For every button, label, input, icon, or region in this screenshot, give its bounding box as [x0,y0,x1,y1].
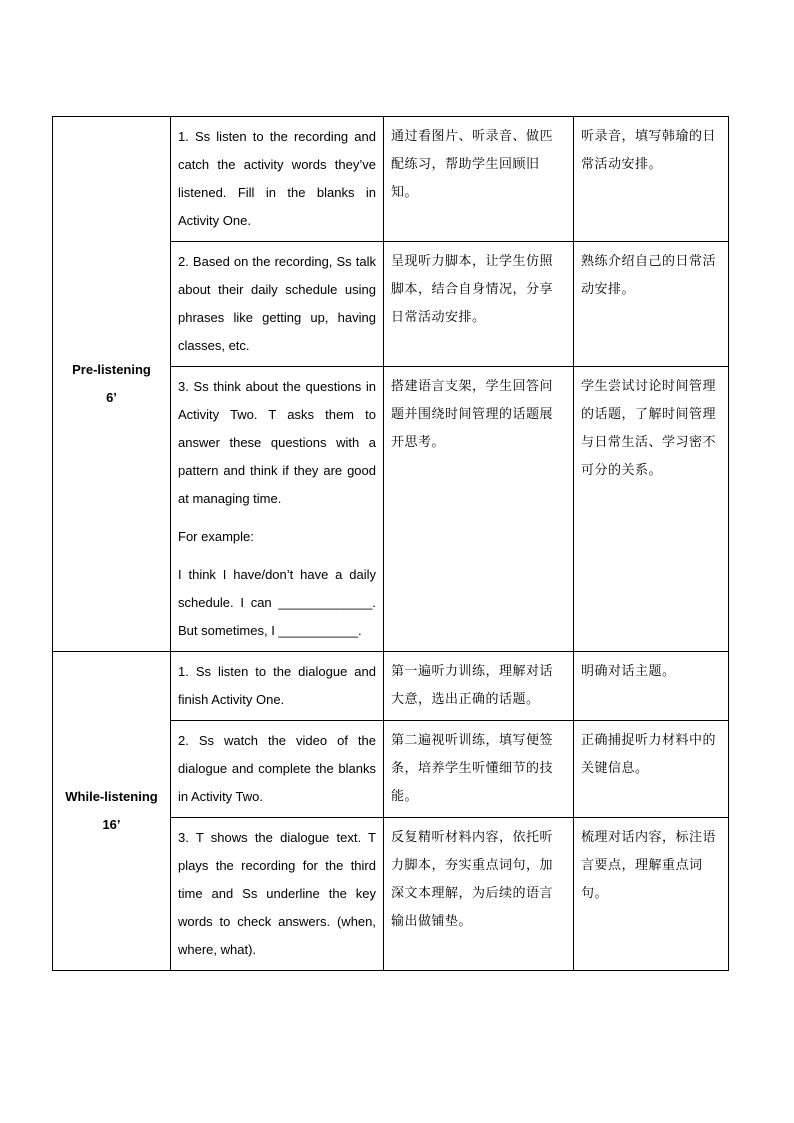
stage-cell-pre-listening [53,117,171,652]
stage-time: 16’ [102,817,121,832]
outcome-cell: 梳理对话内容，标注语言要点，理解重点词句。 [574,818,729,971]
activity-cell [171,117,384,242]
lesson-plan-table [52,116,729,971]
activity-text: 3. Ss think about the questions in Activity Two. T asks them to answer these questions with a pattern and think if they are good at managing time. [178,379,376,506]
activity-text: 1. Ss listen to the dialogue and finish Activity One. [178,664,376,707]
stage-name: Pre-listening [72,362,151,377]
outcome-cell: 明确对话主题。 [574,652,729,721]
table-row [53,117,729,242]
stage-cell-while-listening [53,652,171,971]
purpose-cell: 通过看图片、听录音、做匹配练习，帮助学生回顾旧知。 [384,117,574,242]
activity-example-label: For example: [178,529,254,544]
outcome-cell: 学生尝试讨论时间管理的话题，了解时间管理与日常生活、学习密不可分的关系。 [574,367,729,652]
table-row [53,652,729,721]
purpose-cell: 搭建语言支架，学生回答问题并围绕时间管理的话题展开思考。 [384,367,574,652]
stage-time: 6’ [106,390,117,405]
stage-name: While-listening [65,789,158,804]
activity-text: 2. Ss watch the video of the dialogue and complete the blanks in Activity Two. [178,733,376,804]
activity-cell [171,367,384,652]
purpose-cell: 第二遍视听训练，填写便签条，培养学生听懂细节的技能。 [384,721,574,818]
activity-text: 2. Based on the recording, Ss talk about their daily schedule using phrases like getting up, having classes, etc. [178,254,376,353]
activity-example-pattern: I think I have/don’t have a daily schedule. I can _____________. But sometimes, I ___________. [178,567,376,638]
activity-text: 3. T shows the dialogue text. T plays the recording for the third time and Ss underline the key words to check answers. (when, where, what). [178,830,376,957]
outcome-cell: 听录音，填写韩瑜的日常活动安排。 [574,117,729,242]
purpose-cell: 反复精听材料内容，依托听力脚本，夯实重点词句，加深文本理解，为后续的语言输出做铺垫。 [384,818,574,971]
activity-cell [171,242,384,367]
purpose-cell: 第一遍听力训练，理解对话大意，选出正确的话题。 [384,652,574,721]
activity-cell [171,818,384,971]
activity-text: 1. Ss listen to the recording and catch the activity words they’ve listened. Fill in the blanks in Activity One. [178,129,376,228]
outcome-cell: 正确捕捉听力材料中的关键信息。 [574,721,729,818]
outcome-cell: 熟练介绍自己的日常活动安排。 [574,242,729,367]
purpose-cell: 呈现听力脚本，让学生仿照脚本，结合自身情况，分享日常活动安排。 [384,242,574,367]
activity-cell [171,652,384,721]
activity-cell [171,721,384,818]
